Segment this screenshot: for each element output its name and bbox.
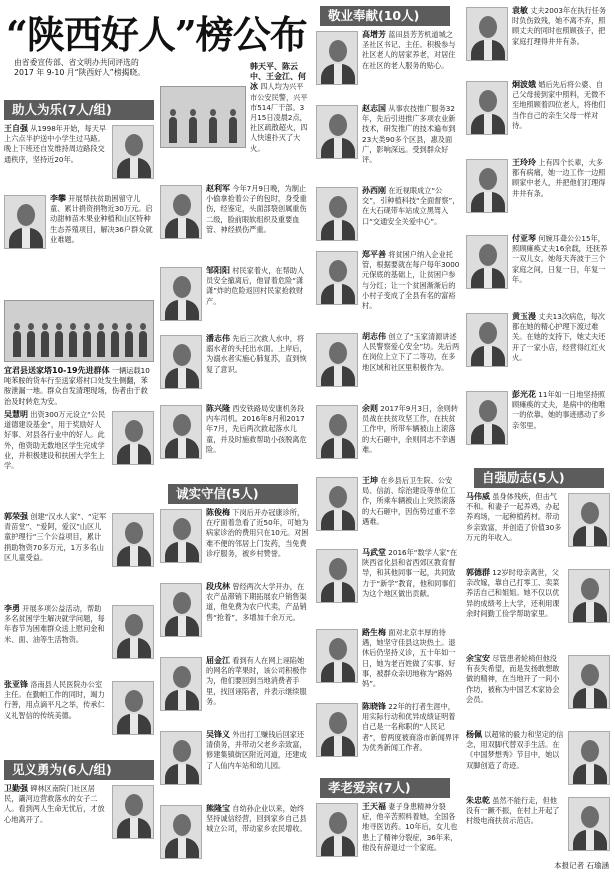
person-name: 张亚锋 xyxy=(4,680,28,689)
list-item xyxy=(316,332,460,402)
list-item xyxy=(466,390,610,464)
person-story: 面对北京丰厚的待遇，她坚守佳县这块热土。退休后仍坚持义诊，五十年如一日，她为老百姓做了实事、好事，被群众亲切地称为“路妈妈”。 xyxy=(362,628,456,689)
portrait-photo xyxy=(160,805,202,859)
person-story: 洛南县人民医院办公室主任。在勤帕工作的同时，竭力行善，用点滴平凡之举，传承仁义礼智信的传统美德。 xyxy=(4,680,105,720)
person-name: 杨佩 xyxy=(466,730,482,739)
person-story: 碑林区南院门社区居民，灞河边营救落水的女子二人。看到两人生命无忧后，才放心地离开了。 xyxy=(4,784,105,824)
person-story: 11年如一日地坚持照顾瘫痪的丈夫，是病中的他唯一的依靠。她的事迹感动了乡亲邻里。 xyxy=(512,390,606,430)
list-item xyxy=(316,186,460,248)
person-name: 陈兴隆 xyxy=(206,404,230,413)
person-story: 开展多项公益活动，帮助多名贫困学生解决就学问题，每年春节为困难群众送上慰问金和米、面、油等生活物资。 xyxy=(4,604,105,644)
list-item xyxy=(316,802,460,870)
list-item xyxy=(160,582,310,654)
portrait-photo xyxy=(316,629,358,683)
person-name: 马伟威 xyxy=(466,492,490,501)
person-name: 熊隆宝 xyxy=(206,804,230,813)
person-story: 创建“汉水人家”、“定军青苗堂”、“爱阿，爱汉”山区儿童护理行“三个公益项目，累计捐助物资70多万元，1万多名山区儿童受益。 xyxy=(4,512,107,562)
person-story: 蓝田县芳芳机道城之圣社区书记、主任。积极参与社区老人的居家养老，对居住在社区的老人服务的贴心。 xyxy=(362,30,456,70)
portrait-photo xyxy=(316,105,358,159)
byline: 本报记者 石瑜涵 xyxy=(554,861,609,870)
portrait-photo xyxy=(316,477,358,531)
person-story: 22年的打者生涯中，用实际行动和优异成绩证明着自己是一名称职的“人民记者”，曾两度被商洛市新闻界评为优秀新闻工作者。 xyxy=(362,702,460,752)
person-story: 何婉耳聋公公15年，照顾瘫痪丈夫16余载，还抚养一双儿女。她每天奔波于三个家庭之间，日复一日，年复一年。 xyxy=(512,234,608,284)
person-story: 外出打工赚钱后回家还清债务，并带动父老乡亲致富，修建集镇街区附近河道，还建成了人仙内车站和幼儿园。 xyxy=(206,730,307,770)
person-story: 虽身体残疾，但击气不和。和妻子一起养鸡，办起养鸡场，一起种植药材。带动乡亲致富，并创造了价值30多万元的年收入。 xyxy=(466,492,562,542)
list-item xyxy=(316,250,460,330)
person-story: 自幼孙企业以来，始终坚持诚信经营，回到家乡自己县城立公司，带动家乡农民增收。 xyxy=(206,804,307,834)
portrait-photo xyxy=(112,411,154,465)
section-selfimprove: 自强励志(5人) xyxy=(474,468,604,488)
person-story: 在乡县后卫生院、公安局、信訪、综治建设等单位工作，所乘车辆被山上突然滚落的大石砸中，因伤势过重不幸遇难。 xyxy=(362,476,456,526)
person-story: 丈夫2003年在执行任务时负伤致残，她不离不弃，照顾丈夫的同时也照顾孩子，把家庭打理得井井有条。 xyxy=(512,6,607,46)
list-item xyxy=(4,194,154,294)
person-name: 马武堂 xyxy=(362,548,386,557)
person-name: 付亚琴 xyxy=(512,234,536,243)
person-story: 开展帮扶贫助困留守儿童、累计捐资捐物近30万元。启动甜柿苗木果业种植和山区特种生态养殖项目，解决36户群众就业难题。 xyxy=(50,194,153,244)
list-item xyxy=(160,334,310,396)
person-story: 将贫困户纳入企业托管，根据要就在每户每年3000元保底的基础上，让贫困户参与分红；让一个贫困渐渐后的小村子变成了全县有名的富裕村。 xyxy=(362,250,460,311)
portrait-photo xyxy=(316,803,358,857)
list-item xyxy=(250,62,308,182)
person-story: 看到有人在网上诬陷她的网名的苹果时，该公司积极作为，他们要回到当地消费者手里，找回诬陷者，并表示继续服务。 xyxy=(206,656,307,706)
person-name: 袁敏 xyxy=(512,6,528,15)
portrait-photo xyxy=(160,267,202,321)
list-item xyxy=(466,312,610,386)
person-name: 吴慧明 xyxy=(4,410,28,419)
person-name: 赵志国 xyxy=(362,104,386,113)
person-story: 四人均为兴平市公安民警，兴平市514厂干部。3月15日凌晨2点，社区疏散超火，四人快速扑灭了大火。 xyxy=(250,82,308,153)
portrait-photo xyxy=(568,731,610,785)
person-story: 妻子身患精神分裂症，他辛苦照料着她，全国各地寻医访药。10年后，女儿也患上了精神分裂症，36年来，他没有辞退过一个家庭。 xyxy=(362,802,458,852)
person-story: 从1998年开始，每天早上六点半护送中小学生过马路。晚上下班还自发维持周边路段交通秩序，坚持近20年。 xyxy=(4,124,107,164)
person-name: 郑平善 xyxy=(362,250,386,259)
person-name: 郭荣强 xyxy=(4,512,28,521)
list-item xyxy=(4,512,154,600)
list-item xyxy=(466,6,610,76)
list-item xyxy=(316,30,460,102)
portrait-photo xyxy=(466,313,508,367)
list-item xyxy=(316,476,460,546)
person-name: 彭光花 xyxy=(512,390,536,399)
person-name: 邹阳阳 xyxy=(206,266,230,275)
portrait-photo xyxy=(112,125,154,179)
list-item xyxy=(160,804,310,870)
person-story: 以超常的毅力和坚定的信念，用双脚代替双手生活。在《中国梦想秀》节目中，她以双脚创造了奇迹。 xyxy=(466,730,564,770)
list-item xyxy=(160,184,310,264)
person-story: 虽然不能行走，但他没有一蹶不振，在村上开起了村级电商扶贫示范店。 xyxy=(466,796,560,826)
person-name: 屈金江 xyxy=(206,656,230,665)
portrait-photo xyxy=(112,785,154,839)
list-item xyxy=(466,796,610,856)
portrait-photo xyxy=(466,391,508,445)
portrait-photo xyxy=(466,81,508,135)
person-story: 出资300万元设立“公民道德建设基金”，用于奖励好人好事、对县各行业中的好人。此外，他资助无数地区学生完成学业，并积极建设和扶困大学生上学。 xyxy=(4,410,106,471)
person-name: 王自强 xyxy=(4,124,28,133)
person-story: 创立了“玉家清源讲述人民警察爱心安全”坊。先后两在岗位上立下了二等功，在多地区域和社区里积极作为。 xyxy=(362,332,460,372)
portrait-photo xyxy=(112,681,154,735)
person-story: 婚后先后将公婆、自己父母接到家中照料，无微不至地照顾着四位老人，将他们当作自己的亲生父母一样对待。 xyxy=(512,80,606,130)
portrait-photo xyxy=(466,235,508,289)
portrait-photo xyxy=(112,605,154,659)
list-item xyxy=(316,548,460,626)
person-story: 先后三次救人水中，将溺水者的头托出水面。上岸后，为溺水者实施心肺复苏，直到恢复了意识。 xyxy=(206,334,307,374)
person-story: 在近视眼成立“公交”，引种植科技“全面督察”，在大石砚带车站成立黑驾入口“交通安全关爱中心”。 xyxy=(362,186,460,226)
group-name: 宜君县送家塔10-19先进群体 xyxy=(4,366,110,375)
person-name: 孙西刚 xyxy=(362,186,386,195)
list-item xyxy=(160,266,310,328)
list-item xyxy=(316,628,460,700)
portrait-photo xyxy=(4,195,46,249)
person-name: 胡志伟 xyxy=(362,332,386,341)
person-story: 12岁时母亲离世，父亲改嫁，靠自己打零工、卖菜养活自己和姐姐。她不仅以优异的成绩考上大学，还利用课余时间勤工俭学帮助家里。 xyxy=(466,568,560,618)
list-item xyxy=(316,104,460,184)
person-story: 2016年“数学人家”在陕西省化县和省西郊区教育督导，和其他同事一起，共同致力于“新学”教育，他和同事们为这个地区做出贡献。 xyxy=(362,548,458,598)
list-item xyxy=(160,404,310,480)
person-name: 韩天平、陈云中、王金江、何冰 xyxy=(250,62,306,92)
person-name: 黄玉漫 xyxy=(512,312,536,321)
list-item xyxy=(4,604,154,676)
person-story: 今年7月9日晚，为制止小偷拿抢着公子的包时，身受重伤，经鉴定，头面部裂创属重伤二级，脸前眼软组织及重要血管、神经损伤严重。 xyxy=(206,184,307,234)
person-story: 尽管患者轮椅但他没有丧失希望，而是发扬敢想敢做的精神，在当地开了一间小作坊，被称为中国艺术家协会会员。 xyxy=(466,654,560,704)
portrait-photo xyxy=(316,31,358,85)
portrait-photo xyxy=(316,405,358,459)
portrait-photo xyxy=(316,703,358,757)
person-story: 西安铁路局安康机务段内车司机。2016年8月和2017年7月，先后两次救起落水儿童，并及时施救帮助小孩脱离危险。 xyxy=(206,404,307,454)
person-story: 从事农技推广服务32年，先后引进推广多项农业新技术，研发推广的技术遍布到23大类90多个区县，惠及面广，影响深远。受到群众好评。 xyxy=(362,104,456,165)
portrait-photo xyxy=(568,493,610,547)
person-story: 上有四个长辈，大多都有病痛，她一边工作一边照顾家中老人，并把他们打理得井井有条。 xyxy=(512,158,606,198)
portrait-photo xyxy=(316,187,358,241)
person-name: 王玲玲 xyxy=(512,158,536,167)
list-item xyxy=(466,492,610,566)
portrait-photo xyxy=(160,731,202,785)
portrait-photo xyxy=(160,657,202,711)
person-name: 炯波娥 xyxy=(512,80,536,89)
list-item xyxy=(4,680,154,752)
list-item xyxy=(316,702,460,774)
group-caption xyxy=(4,366,154,407)
portrait-photo xyxy=(316,333,358,387)
portrait-photo xyxy=(568,655,610,709)
list-item xyxy=(160,730,310,802)
list-item xyxy=(466,158,610,230)
section-filial: 孝老爱亲(7人) xyxy=(320,778,450,798)
section-helping: 助人为乐(7人/组) xyxy=(4,100,154,120)
person-story: 丈夫13次病危，每次都在她的精心护理下渡过难关。在她的支持下，她丈夫还开了一家小店，经营得红红火火。 xyxy=(512,312,606,362)
person-story: 2017年9月3日，余则转员战在扶贫攻坚工作，在扶贫工作中，所带车辆被山上滚落的大石砸中，余则同志不幸遇难。 xyxy=(362,404,459,454)
person-name: 朱忠乾 xyxy=(466,796,490,805)
person-name: 郭德群 xyxy=(466,568,490,577)
person-name: 卫勤强 xyxy=(4,784,28,793)
list-item xyxy=(4,410,154,508)
person-name: 高增芳 xyxy=(362,30,386,39)
person-name: 余宝安 xyxy=(466,654,490,663)
person-name: 王天福 xyxy=(362,802,386,811)
portrait-photo xyxy=(160,405,202,459)
section-honesty: 诚实守信(5人) xyxy=(168,484,298,504)
section-brave: 见义勇为(6人/组) xyxy=(4,760,154,780)
person-name: 余则 xyxy=(362,404,378,413)
list-item xyxy=(466,80,610,154)
portrait-photo xyxy=(160,583,202,637)
portrait-photo xyxy=(568,797,610,851)
person-name: 段戌林 xyxy=(206,582,230,591)
list-item xyxy=(160,508,310,580)
person-name: 吴锋义 xyxy=(206,730,230,739)
portrait-photo xyxy=(160,185,202,239)
portrait-photo xyxy=(112,513,154,567)
portrait-photo xyxy=(160,335,202,389)
person-name: 李攀 xyxy=(50,194,66,203)
list-item xyxy=(316,404,460,474)
person-name: 王坤 xyxy=(362,476,378,485)
person-story: 村民家着火，在帮助人员安全撤离后，他冒着危险“潇潇”炸的危险返回村民家抢救财产。 xyxy=(206,266,305,306)
person-name: 陈俊梅 xyxy=(206,508,230,517)
portrait-photo xyxy=(466,159,508,213)
person-name: 赵利军 xyxy=(206,184,230,193)
list-item xyxy=(4,124,154,190)
person-name: 路生梅 xyxy=(362,628,386,637)
group-photo xyxy=(4,300,154,362)
person-name: 李勇 xyxy=(4,604,20,613)
person-story: 下岗后开办冠康诊所，在疗面着急看了近50年，可她为病家诊治的费用只在10元。对困难不便的邻居上门发药，当免费诊疗服务，被乡村赞誉。 xyxy=(206,508,309,558)
group-story: 一辆运载10吨苯胺的货车行至送家塔村口处发生侧翻，苯胺泄漏一地。群众自发清理现场，伤者由于救治及时转危为安。 xyxy=(4,366,150,406)
portrait-photo xyxy=(160,509,202,563)
list-item xyxy=(466,568,610,652)
portrait-photo xyxy=(316,549,358,603)
list-item xyxy=(4,784,154,870)
portrait-photo xyxy=(316,251,358,305)
list-item xyxy=(466,654,610,728)
section-dedication: 敬业奉献(10人) xyxy=(320,6,450,26)
page-title: “陕西好人”榜公布 xyxy=(6,12,307,57)
person-story: 曾经两次大学开办，在农产品滞销下期拓展农户销售渠道，他免费为农户代卖，产品销售“抢着”，多增加千余万元。 xyxy=(206,582,307,622)
list-item xyxy=(466,730,610,792)
person-name: 潘志伟 xyxy=(206,334,230,343)
list-item xyxy=(466,234,610,308)
list-item xyxy=(160,656,310,728)
group-photo xyxy=(160,86,246,148)
intro-text: 由省委宣传部、省文明办共同评选的 2017 年 9-10 月“陕西好人”榜揭晓。 xyxy=(14,58,146,77)
portrait-photo xyxy=(466,7,508,61)
person-name: 陈晓锋 xyxy=(362,702,386,711)
portrait-photo xyxy=(568,569,610,623)
